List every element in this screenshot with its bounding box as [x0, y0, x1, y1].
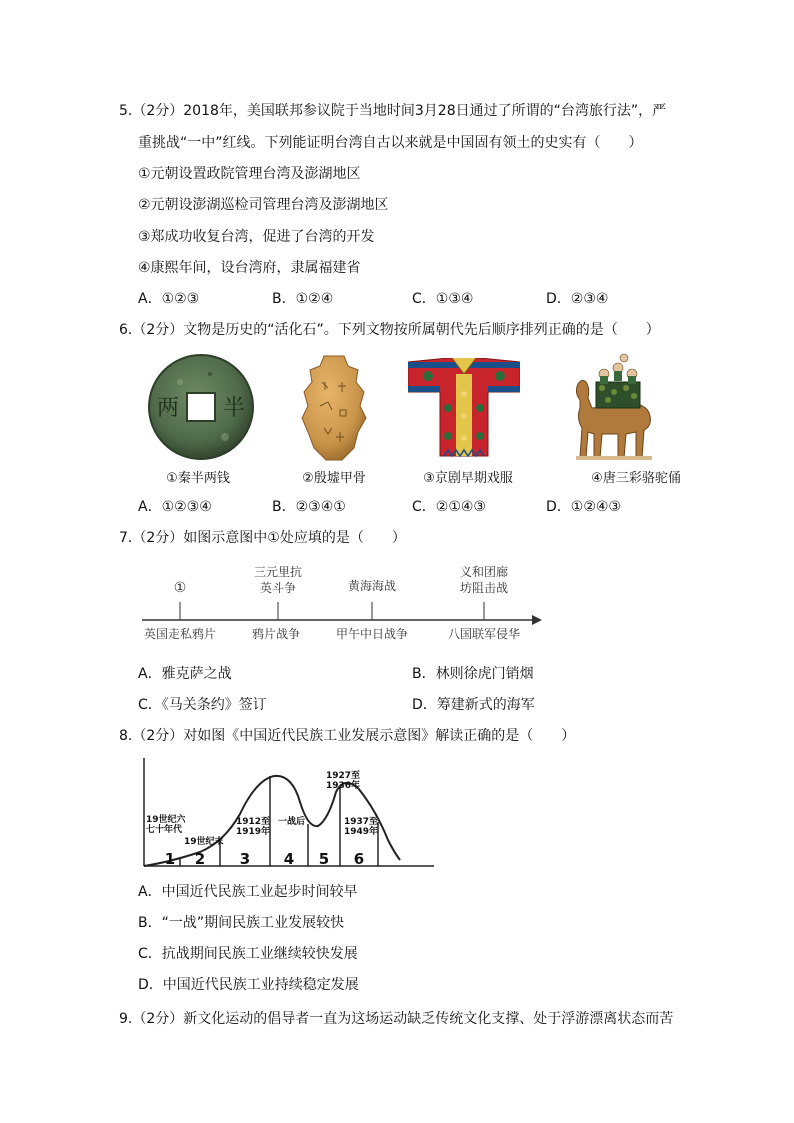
timeline-top-label: 义和团廊: [459, 565, 509, 579]
q5-item-4: ④康熙年间，设台湾府，隶属福建省: [138, 260, 361, 276]
q7-option-d: D．筹建新式的海军: [412, 697, 535, 713]
q6-option-a: A．①②③④: [138, 499, 212, 515]
coin-char-right: 半: [222, 396, 246, 421]
q5-option-b: B．①②④: [272, 291, 334, 307]
q6-stem: 6.（2分）文物是历史的“活化石”。下列文物按所属朝代先后顺序排列正确的是（ ）: [119, 322, 660, 338]
stage-label: 七十年代: [146, 825, 183, 835]
q6-option-c: C．②①④③: [412, 499, 486, 515]
q9-stem: 9.（2分）新文化运动的倡导者一直为这场运动缺乏传统文化支撑、处于浮游漂离状态而苦: [119, 1011, 674, 1027]
q8-option-a: A．中国近代民族工业起步时间较早: [138, 884, 358, 900]
stage-label: 1949年: [344, 827, 379, 837]
q5-item-1: ①元朝设置政院管理台湾及澎湖地区: [138, 166, 361, 182]
q6-caption-1: ①秦半两钱: [166, 471, 230, 486]
stage-number: 1: [164, 850, 176, 868]
q6-caption-4: ④唐三彩骆驼俑: [591, 471, 681, 486]
q7-option-c: C．《马关条约》签订: [138, 697, 267, 713]
timeline-bottom-label: 英国走私鸦片: [143, 627, 217, 641]
timeline-top-label: 三元里抗: [253, 565, 303, 579]
timeline-top-label: 黄海海战: [347, 579, 397, 593]
q6-option-d: D．①②④③: [546, 499, 621, 515]
qin-coin-image: [140, 352, 262, 462]
stage-number: 4: [283, 850, 295, 868]
q5-stem-line2: 重挑战“一中”红线。下列能证明台湾自古以来就是中国固有领土的史实有（ ）: [138, 135, 643, 151]
stage-label: 19世纪六: [146, 815, 186, 825]
timeline-blank-marker: ①: [173, 580, 187, 596]
opera-robe-image: [408, 358, 520, 458]
timeline-bottom-label: 八国联军侵华: [447, 627, 521, 641]
q5-option-d: D．②③④: [546, 291, 609, 307]
timeline-top-label: 英斗争: [259, 581, 297, 595]
q6-caption-3: ③京剧早期戏服: [423, 471, 513, 486]
stage-number: 6: [353, 850, 365, 868]
stage-number: 5: [318, 850, 330, 868]
coin-char-left: 两: [156, 396, 180, 421]
q7-option-a: A．雅克萨之战: [138, 666, 232, 682]
timeline-top-label: 坊阻击战: [459, 581, 509, 595]
timeline-bottom-label: 鸦片战争: [251, 627, 301, 641]
stage-label: 一战后: [278, 817, 306, 827]
q8-industry-diagram: [140, 756, 436, 870]
stage-number: 3: [239, 850, 251, 868]
q5-option-c: C．①③④: [412, 291, 474, 307]
q8-option-b: B．“一战”期间民族工业发展较快: [138, 915, 345, 931]
tang-camel-image: [566, 352, 660, 464]
q8-option-d: D．中国近代民族工业持续稳定发展: [138, 977, 359, 993]
q7-stem: 7.（2分）如图示意图中①处应填的是（ ）: [119, 530, 406, 546]
timeline-bottom-label: 甲午中日战争: [335, 627, 409, 641]
stage-label: 19世纪末: [184, 837, 224, 847]
stage-label: 1927至: [326, 771, 361, 781]
stage-label: 1919年: [236, 827, 271, 837]
q7-option-b: B．林则徐虎门销烟: [412, 666, 534, 682]
q6-option-b: B．②③④①: [272, 499, 346, 515]
q5-item-3: ③郑成功收复台湾，促进了台湾的开发: [138, 229, 375, 245]
oracle-bone-image: [294, 352, 374, 464]
q8-option-c: C．抗战期间民族工业继续较快发展: [138, 946, 358, 962]
q5-item-2: ②元朝设澎湖巡检司管理台湾及澎湖地区: [138, 197, 389, 213]
stage-label: 1937至: [344, 817, 379, 827]
q6-caption-2: ②殷墟甲骨: [302, 471, 366, 486]
stage-label: 1936年: [326, 781, 361, 791]
q5-option-a: A．①②③: [138, 291, 200, 307]
stage-number: 2: [194, 850, 206, 868]
q7-timeline-diagram: [138, 560, 548, 646]
q5-stem-line1: 5.（2分）2018年，美国联邦参议院于当地时间3月28日通过了所谓的“台湾旅行法”，严: [119, 103, 667, 119]
q8-stem: 8.（2分）对如图《中国近代民族工业发展示意图》解读正确的是（ ）: [119, 728, 576, 744]
stage-label: 1912至: [236, 817, 271, 827]
